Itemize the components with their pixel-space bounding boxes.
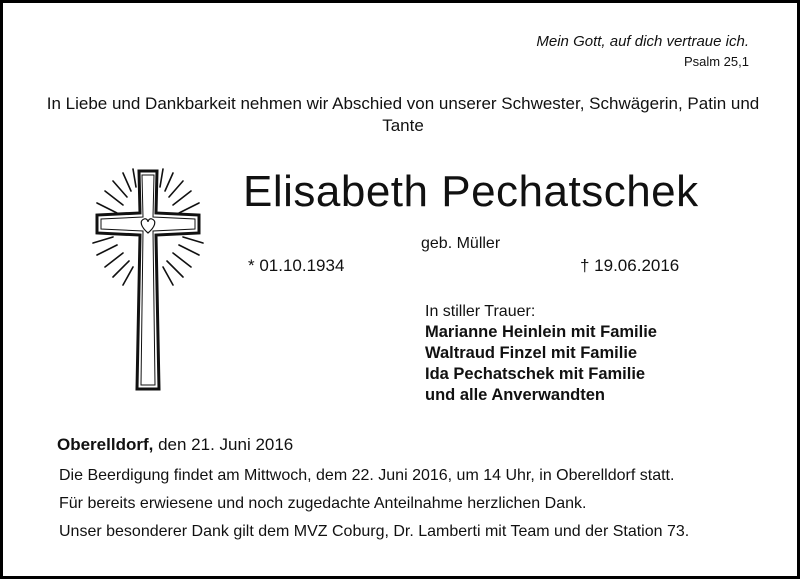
intro-text: In Liebe und Dankbarkeit nehmen wir Abschied von unserer Schwester, Schwägerin, Patin und Tante: [46, 94, 760, 135]
thanks-line: Für bereits erwiesene und noch zugedachte Anteilnahme herzlichen Dank.: [59, 495, 587, 512]
place: Oberelldorf,: [57, 435, 154, 454]
deceased-name: Elisabeth Pechatschek: [243, 167, 699, 216]
funeral-info: Die Beerdigung findet am Mittwoch, dem 22. Juni 2016, um 14 Uhr, in Oberelldorf statt.: [59, 467, 675, 484]
mourner-name: Waltraud Finzel mit Familie: [425, 344, 638, 362]
psalm-reference: Psalm 25,1: [683, 54, 749, 69]
radiant-cross-icon: [83, 163, 213, 403]
date: den 21. Juni 2016: [158, 435, 294, 454]
birth-date: * 01.10.1934: [248, 256, 345, 275]
mourners-heading: In stiller Trauer:: [425, 303, 536, 320]
special-thanks-line: Unser besonderer Dank gilt dem MVZ Coburg, Dr. Lamberti mit Team und der Station 73.: [59, 523, 690, 540]
mourner-name: Ida Pechatschek mit Familie: [425, 365, 646, 383]
mourner-name: und alle Anverwandten: [425, 386, 606, 404]
maiden-name: geb. Müller: [421, 235, 501, 252]
place-date-line: [57, 435, 293, 455]
death-date: † 19.06.2016: [580, 256, 680, 275]
psalm-quote: Mein Gott, auf dich vertraue ich.: [536, 33, 749, 50]
mourners-block: [425, 301, 657, 406]
mourner-name: Marianne Heinlein mit Familie: [425, 323, 657, 341]
